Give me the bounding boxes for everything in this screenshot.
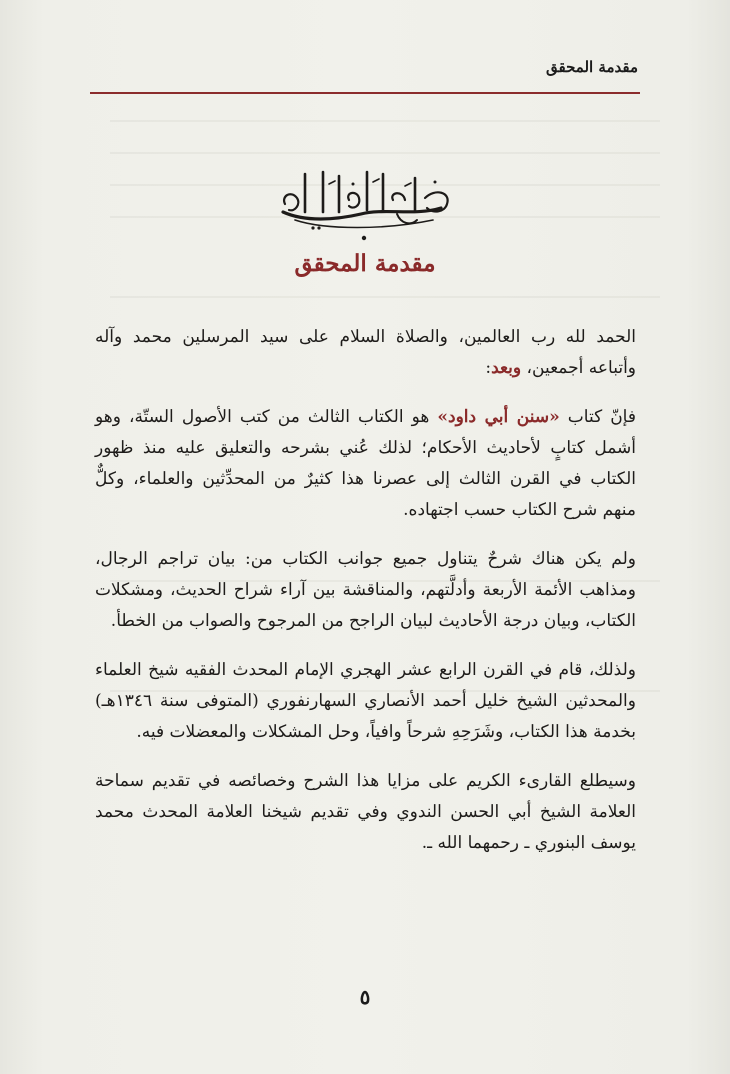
paragraph-5: وسيطلع القارىء الكريم على مزايا هذا الشرح وخصائصه في تقديم سماحة العلامة الشيخ أبي الحسن الندوي وفي تقديم شيخنا العلامة المحدث محمد يوسف البنوري ـ رحمهما الله ـ.	[95, 771, 636, 853]
paragraph-1	[95, 322, 636, 384]
header-rule	[90, 92, 640, 94]
body-text	[95, 322, 636, 877]
running-header-title: مقدمة المحقق	[546, 58, 638, 76]
highlighted-word: وبعد	[491, 358, 522, 378]
bleed-through-line	[110, 296, 660, 298]
page-number: ٥	[359, 985, 371, 1009]
paragraph-4: ولذلك، قام في القرن الرابع عشر الهجري الإمام المحدث الفقيه شيخ العلماء والمحدثين الشيخ خليل أحمد الأنصاري السهارنفوري (المتوفى سنة ١٣٤٦هـ) بخدمة هذا الكتاب، وشَرَحِهِ شرحاً وافياً، وحل المشكلات والمعضلات فيه.	[95, 660, 636, 742]
paragraph-text: الحمد لله رب العالمين، والصلاة السلام على سيد المرسلين محمد وآله وأتباعه أجمعين،	[95, 327, 636, 378]
book-title-highlight: «سنن أبي داود»	[437, 407, 560, 427]
bleed-through-line	[110, 120, 660, 122]
section-title: مقدمة المحقق	[294, 250, 436, 277]
paragraph-text: فإنّ كتاب	[559, 407, 636, 427]
bleed-through-line	[110, 152, 660, 154]
paragraph-3: ولم يكن هناك شرحٌ يتناول جميع جوانب الكتاب من: بيان تراجم الرجال، ومذاهب الأئمة الأربعة وأدلَّتهم، والمناقشة بين آراء شراح الحديث، ومشكلات الكتاب، وبيان درجة الأحاديث لبيان الراجح من المرجوح والصواب من الخطأ.	[95, 549, 636, 631]
paragraph-text: :	[485, 358, 492, 378]
paragraph-2	[95, 402, 636, 526]
paragraph-text: هو الكتاب الثالث من كتب الأصول الستّة، وهو أشمل كتابٍ لأحاديث الأحكام؛ لذلك عُني بشرحه والتعليق عليه منذ ظهور الكتاب في القرن الثالث إلى عصرنا هذا كثيرٌ من المحدِّثين والعلماء، وكلٌّ منهم شرح الكتاب حسب اجتهاده.	[95, 407, 636, 520]
basmala-calligraphy	[265, 160, 465, 242]
